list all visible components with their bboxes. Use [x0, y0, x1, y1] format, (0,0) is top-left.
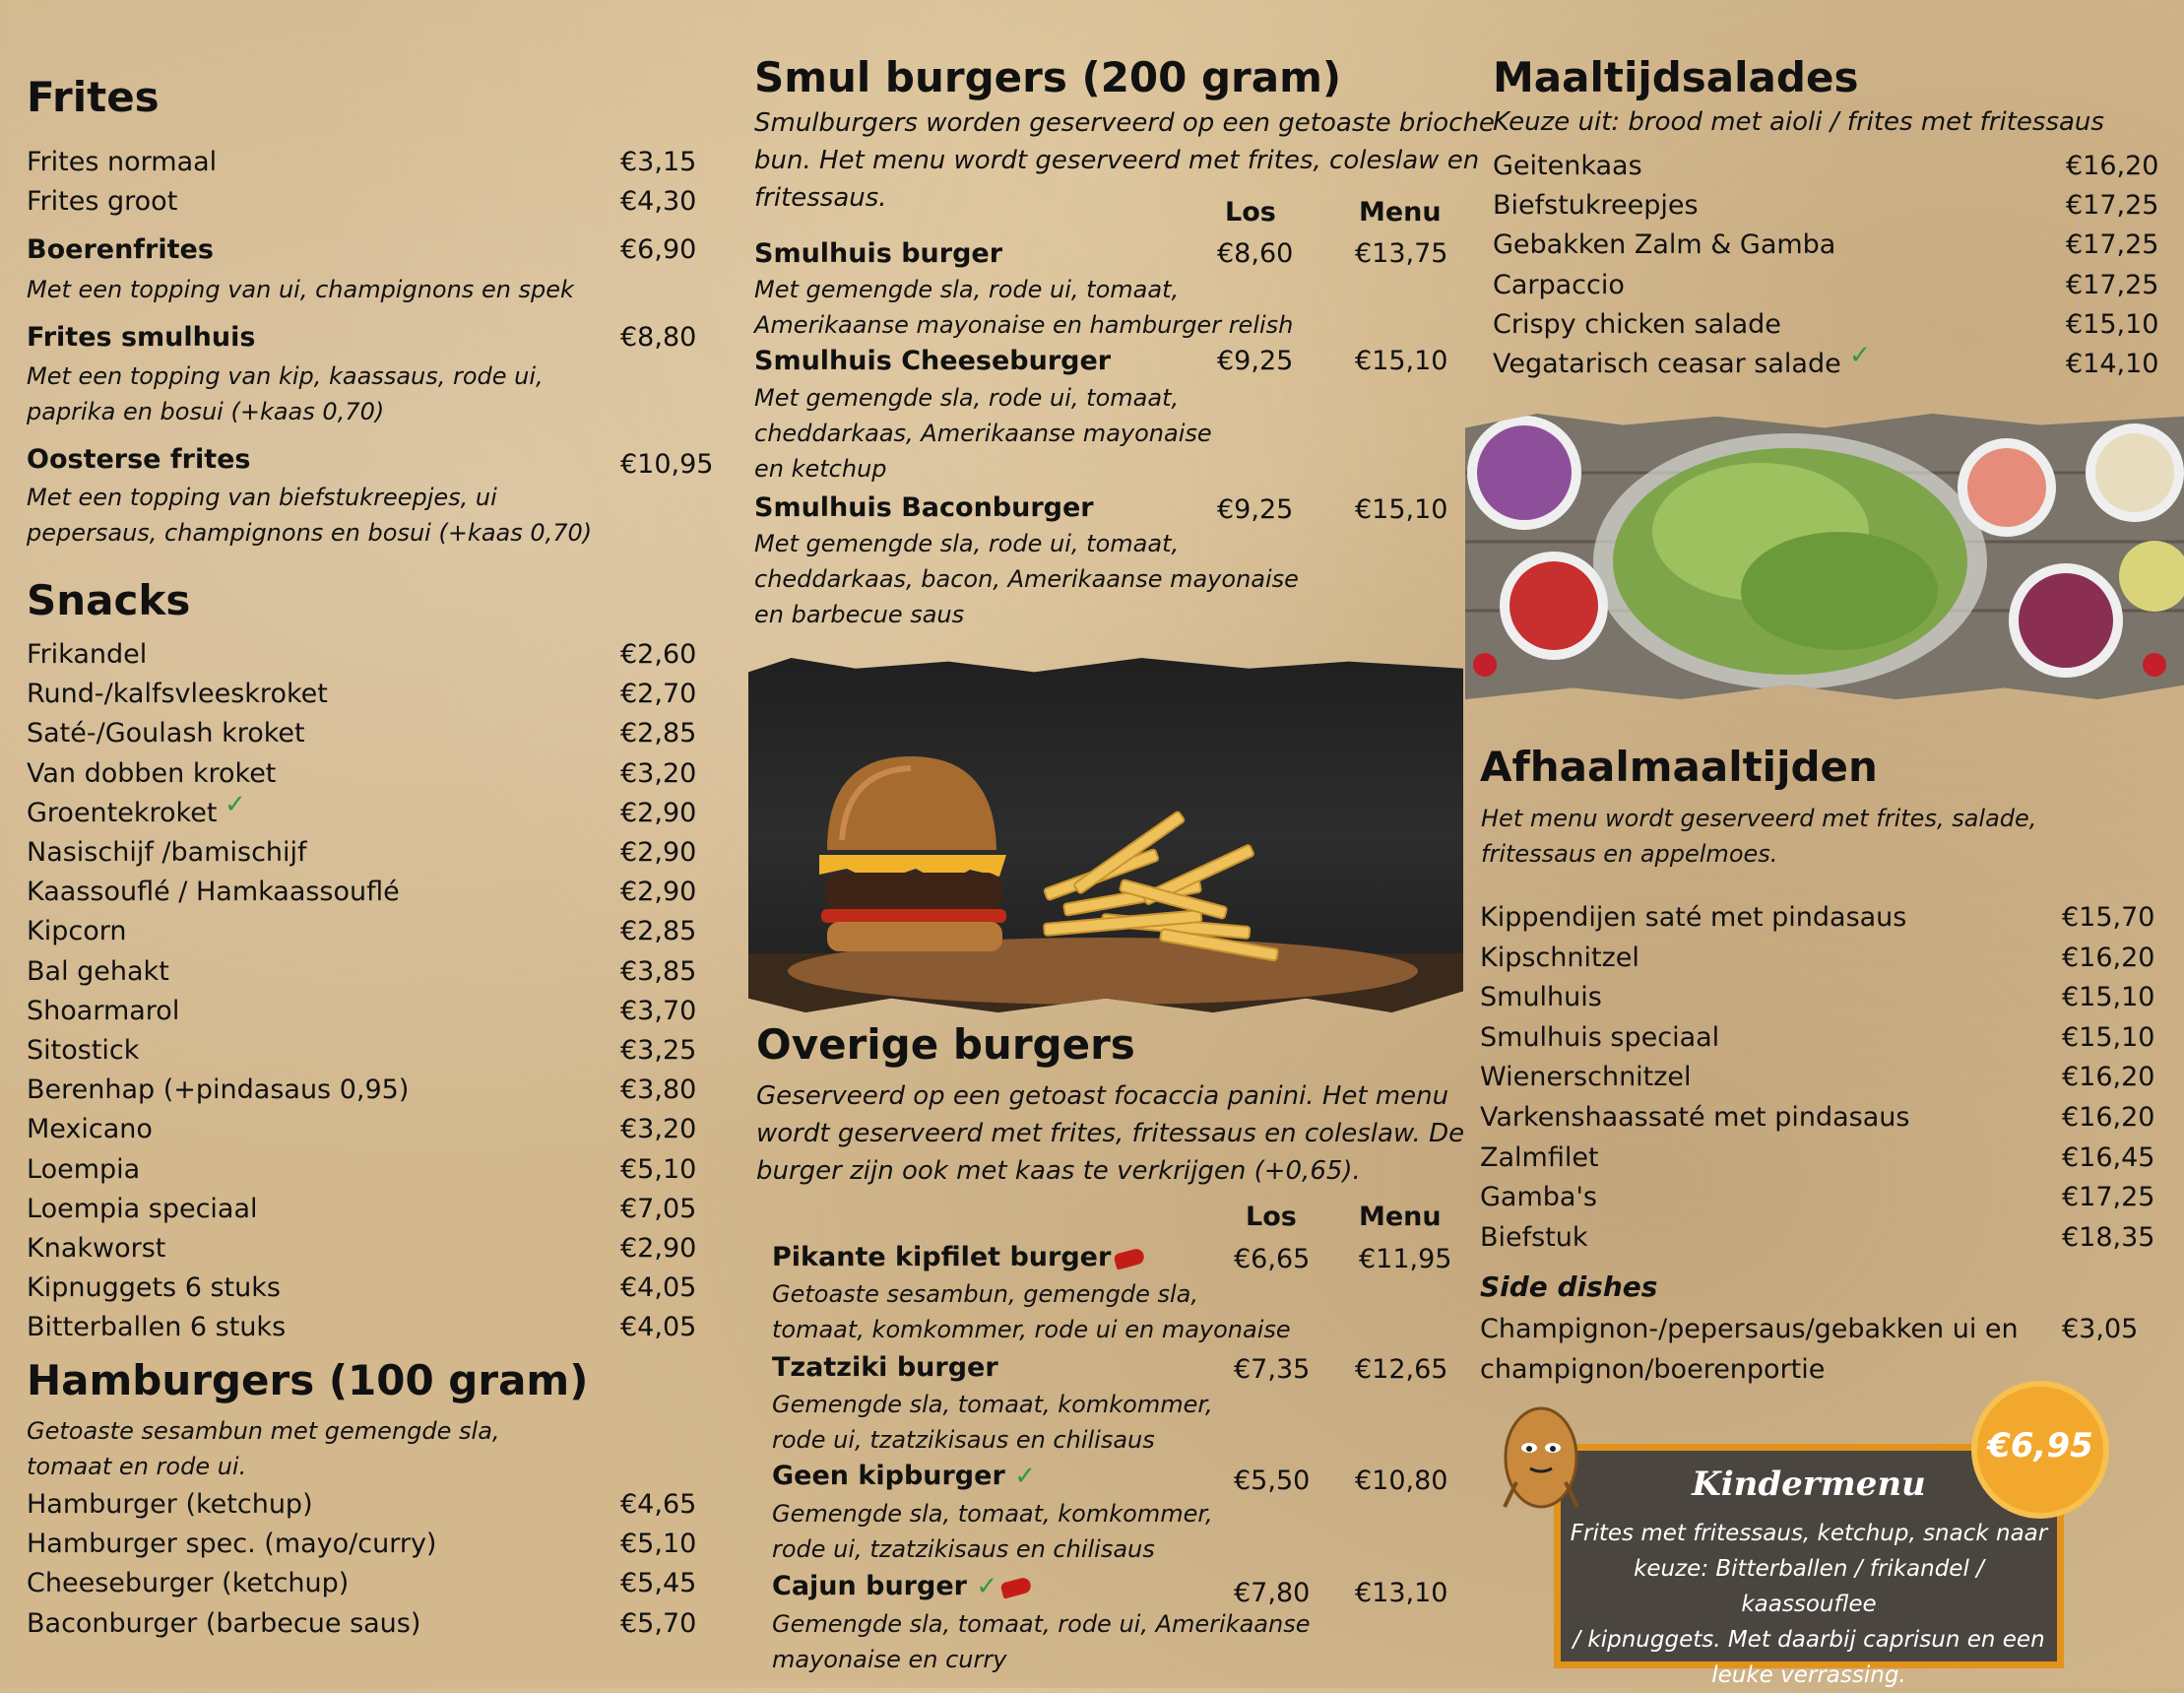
menu-item: Oosterse frites [27, 444, 251, 475]
item-name: Baconburger (barbecue saus) [27, 1607, 421, 1639]
menu-row [1493, 147, 2162, 186]
price: €15,10 [2062, 1021, 2155, 1053]
item-description: Met gemengde sla, rode ui, tomaat, [754, 384, 1180, 412]
price-los: €8,60 [1217, 238, 1294, 269]
item-name: Kaassouflé / Hamkaassouflé [27, 877, 400, 908]
item-name: Saté-/Goulash kroket [27, 718, 305, 749]
item-name: Rund-/kalfsvleeskroket [27, 679, 328, 710]
item-name: Hamburger spec. (mayo/curry) [27, 1529, 437, 1560]
section-intro: Het menu wordt geserveerd met frites, salade, [1481, 805, 2037, 832]
menu-row [0, 1031, 748, 1071]
smul-burgers-title: Smul burgers (200 gram) [754, 53, 1342, 101]
side-dishes-price: €3,05 [2062, 1314, 2139, 1344]
menu-row [1480, 898, 2159, 939]
menu-item: Frites smulhuis [27, 322, 256, 353]
price: €16,20 [2062, 1102, 2155, 1133]
price: €16,20 [2066, 151, 2159, 181]
price-los: €7,80 [1234, 1578, 1311, 1608]
item-description: Amerikaanse mayonaise en hamburger relish [754, 311, 1294, 339]
item-name: Biefstuk [1480, 1221, 1588, 1253]
item-name: Hamburger (ketchup) [27, 1489, 313, 1520]
menu-item [772, 1457, 1036, 1496]
menu-row [0, 952, 748, 992]
menu-item: Frites normaal [27, 147, 218, 177]
section-intro: wordt geserveerd met frites, fritessaus en coleslaw. De [756, 1119, 1465, 1148]
item-name: Kipcorn [27, 916, 127, 947]
menu-row [0, 1190, 748, 1229]
menu-row [0, 1485, 748, 1525]
price-badge [1977, 1387, 2103, 1513]
price-menu: €10,80 [1355, 1465, 1448, 1496]
item-name: Cheeseburger (ketchup) [27, 1568, 350, 1599]
menu-row [1493, 266, 2162, 305]
price-los: €9,25 [1217, 494, 1294, 525]
kindermenu-line: Frites met fritessaus, ketchup, snack naar [1570, 1521, 2048, 1546]
price: €4,05 [620, 1312, 697, 1343]
price-los: €7,35 [1234, 1354, 1311, 1385]
section-intro: burger zijn ook met kaas te verkrijgen (+0,65). [756, 1156, 1361, 1186]
price: €3,85 [620, 955, 697, 987]
side-dishes-text: champignon/boerenportie [1480, 1354, 1826, 1385]
burger-illustration [748, 658, 1463, 1012]
menu-row [1480, 1098, 2159, 1139]
menu-row [0, 635, 748, 675]
price: €7,05 [620, 1193, 697, 1224]
hamburgers-title: Hamburgers (100 gram) [27, 1356, 589, 1404]
item-name: Groentekroket [27, 797, 218, 828]
price-menu: €12,65 [1355, 1354, 1448, 1385]
price-los: €9,25 [1217, 346, 1294, 376]
menu-item [772, 1238, 1144, 1277]
menu-row [0, 789, 748, 833]
price-menu: €15,10 [1355, 346, 1448, 376]
price: €2,90 [620, 1233, 697, 1264]
menu-row [1480, 1058, 2159, 1098]
price-menu: €13,75 [1355, 238, 1448, 269]
maaltijdsalades-title: Maaltijdsalades [1493, 53, 1859, 101]
price: €2,70 [620, 679, 697, 710]
side-dishes-title: Side dishes [1480, 1270, 1658, 1303]
price: €17,25 [2066, 229, 2159, 261]
section-intro: Keuze uit: brood met aioli / frites met fritessaus [1493, 107, 2104, 137]
kindermenu-title: Kindermenu [1692, 1465, 1926, 1504]
section-intro: fritessaus en appelmoes. [1481, 840, 1778, 868]
price: €17,25 [2066, 190, 2159, 222]
item-name: Berenhap (+pindasaus 0,95) [27, 1074, 410, 1106]
menu-item: Smulhuis burger [754, 238, 1003, 269]
menu-row [0, 1564, 748, 1603]
item-name: Vegatarisch ceasar salade [1493, 349, 1841, 379]
menu-row [1493, 341, 2162, 384]
section-intro: tomaat en rode ui. [27, 1453, 247, 1480]
section-intro: Smulburgers worden geserveerd op een getoaste brioche [754, 108, 1495, 138]
item-name: Bal gehakt [27, 955, 169, 987]
item-name: Van dobben kroket [27, 757, 277, 789]
item-description: rode ui, tzatzikisaus en chilisaus [772, 1535, 1155, 1563]
snacks-title: Snacks [27, 576, 191, 624]
item-description: cheddarkaas, Amerikaanse mayonaise [754, 420, 1212, 447]
price: €18,35 [2062, 1221, 2155, 1253]
price: €16,20 [2062, 942, 2155, 973]
item-name: Kippendijen saté met pindasaus [1480, 902, 1907, 933]
checkmark-icon: ✓ [1849, 341, 1871, 370]
item-name: Varkenshaassaté met pindasaus [1480, 1102, 1910, 1133]
menu-row [1480, 1139, 2159, 1179]
price: €15,70 [2062, 902, 2155, 933]
menu-row [0, 1071, 748, 1110]
price: €2,85 [620, 916, 697, 947]
price-los: €5,50 [1234, 1465, 1311, 1496]
item-name: Loempia speciaal [27, 1193, 258, 1224]
menu-row [0, 992, 748, 1031]
item-description: pepersaus, champignons en bosui (+kaas 0,70) [27, 519, 593, 547]
price: €5,10 [620, 1529, 697, 1560]
menu-item: Tzatziki burger [772, 1352, 998, 1383]
column-header-los: Los [1246, 1202, 1297, 1232]
section-intro: bun. Het menu wordt geserveerd met frites, coleslaw en [754, 146, 1480, 175]
item-description: Met gemengde sla, rode ui, tomaat, [754, 276, 1180, 303]
item-description: cheddarkaas, bacon, Amerikaanse mayonaise [754, 565, 1299, 593]
item-name: Biefstukreepjes [1493, 190, 1699, 222]
price: €3,70 [620, 995, 697, 1026]
item-description: Met een topping van ui, champignons en spek [27, 276, 574, 303]
price: €4,30 [620, 186, 697, 217]
column-header-los: Los [1225, 197, 1276, 228]
price-menu: €13,10 [1355, 1578, 1448, 1608]
item-name: Nasischijf /bamischijf [27, 837, 307, 868]
item-name: Kipnuggets 6 stuks [27, 1272, 281, 1304]
item-name: Kipschnitzel [1480, 942, 1639, 973]
item-name: Smulhuis speciaal [1480, 1021, 1720, 1053]
price: €5,45 [620, 1568, 697, 1599]
item-name: Sitostick [27, 1035, 140, 1066]
item-name: Cajun burger [772, 1571, 967, 1601]
item-description: Gemengde sla, tomaat, komkommer, [772, 1500, 1213, 1528]
menu-row [1493, 226, 2162, 265]
price: €16,20 [2062, 1062, 2155, 1093]
menu-row [1480, 978, 2159, 1018]
kindermenu-line: keuze: Bitterballen / frikandel / kaassouflee [1634, 1556, 1984, 1617]
menu-row [1493, 305, 2162, 345]
item-name: Wienerschnitzel [1480, 1062, 1692, 1093]
item-description: rode ui, tzatzikisaus en chilisaus [772, 1426, 1155, 1454]
price: €3,20 [620, 757, 697, 789]
price: €2,90 [620, 877, 697, 908]
salad-illustration [1465, 414, 2184, 699]
price: €5,10 [620, 1153, 697, 1185]
menu-row [0, 873, 748, 912]
item-description: mayonaise en curry [772, 1646, 1007, 1673]
section-intro: fritessaus. [754, 183, 887, 213]
item-name: Loempia [27, 1153, 141, 1185]
menu-row [0, 912, 748, 951]
menu-item: Boerenfrites [27, 234, 214, 265]
price: €3,20 [620, 1114, 697, 1145]
item-description: Getoaste sesambun, gemengde sla, [772, 1280, 1198, 1308]
item-name: Zalmfilet [1480, 1141, 1599, 1173]
checkmark-icon: ✓ [976, 1572, 998, 1601]
menu-row [1493, 186, 2162, 226]
price: €2,90 [620, 837, 697, 868]
price: €5,70 [620, 1607, 697, 1639]
price: €8,80 [620, 322, 697, 353]
price: €14,10 [2066, 349, 2159, 379]
potato-mascot-icon [1497, 1403, 1585, 1526]
menu-item [772, 1567, 1031, 1606]
menu-row [0, 1110, 748, 1149]
menu-row [1480, 1018, 2159, 1059]
chili-icon [1000, 1576, 1033, 1598]
price: €2,90 [620, 797, 697, 828]
kindermenu-price: €6,95 [1987, 1426, 2093, 1465]
item-description: paprika en bosui (+kaas 0,70) [27, 398, 385, 425]
item-description: en ketchup [754, 455, 887, 483]
menu-row [0, 1229, 748, 1269]
item-name: Knakworst [27, 1233, 166, 1264]
menu-row [1480, 1178, 2159, 1218]
column-header-menu: Menu [1359, 197, 1442, 228]
checkmark-icon: ✓ [1014, 1462, 1036, 1491]
item-description: Gemengde sla, tomaat, komkommer, [772, 1391, 1213, 1418]
item-name: Bitterballen 6 stuks [27, 1312, 287, 1343]
item-name: Carpaccio [1493, 269, 1625, 300]
item-name: Geitenkaas [1493, 151, 1642, 181]
menu-row [1480, 939, 2159, 979]
menu-row [0, 754, 748, 794]
price: €15,10 [2062, 982, 2155, 1013]
item-name: Crispy chicken salade [1493, 308, 1781, 340]
price: €3,80 [620, 1074, 697, 1106]
side-dishes-text: Champignon-/pepersaus/gebakken ui en [1480, 1314, 2019, 1344]
burger-photo [748, 658, 1463, 1012]
price: €6,90 [620, 234, 697, 265]
kindermenu-line: / kipnuggets. Met daarbij caprisun en een [1573, 1627, 2045, 1653]
price: €16,45 [2062, 1141, 2155, 1173]
price: €4,65 [620, 1489, 697, 1520]
item-description: Met een topping van biefstukreepjes, ui [27, 484, 497, 511]
item-name: Gamba's [1480, 1182, 1597, 1213]
price: €4,05 [620, 1272, 697, 1304]
price-menu: €11,95 [1359, 1244, 1452, 1274]
kindermenu-text [1569, 1516, 2049, 1693]
kindermenu-line: leuke verrassing. [1711, 1662, 1906, 1688]
menu-row [0, 1525, 748, 1564]
menu-item: Frites groot [27, 186, 178, 217]
price: €3,25 [620, 1035, 697, 1066]
menu-item: Smulhuis Baconburger [754, 492, 1094, 523]
item-name: Smulhuis [1480, 982, 1602, 1013]
price: €2,60 [620, 639, 697, 670]
menu-row [0, 833, 748, 873]
price: €15,10 [2066, 308, 2159, 340]
frites-title: Frites [27, 73, 160, 121]
checkmark-icon: ✓ [225, 789, 246, 819]
overige-burgers-title: Overige burgers [756, 1020, 1135, 1069]
item-description: Met gemengde sla, rode ui, tomaat, [754, 530, 1180, 557]
item-description: Met een topping van kip, kaassaus, rode ui, [27, 362, 544, 390]
item-name: Shoarmarol [27, 995, 180, 1026]
item-name: Mexicano [27, 1114, 153, 1145]
price-los: €6,65 [1234, 1244, 1311, 1274]
menu-row [0, 1308, 748, 1347]
item-description: tomaat, komkommer, rode ui en mayonaise [772, 1316, 1291, 1343]
price: €10,95 [620, 449, 714, 480]
item-name: Frikandel [27, 639, 148, 670]
menu-row [0, 714, 748, 753]
price: €3,15 [620, 147, 697, 177]
item-description: en barbecue saus [754, 601, 965, 628]
price: €2,85 [620, 718, 697, 749]
item-name: Gebakken Zalm & Gamba [1493, 229, 1836, 261]
salad-photo [1465, 414, 2184, 699]
afhaalmaaltijden-title: Afhaalmaaltijden [1480, 743, 1878, 791]
item-description: Gemengde sla, tomaat, rode ui, Amerikaanse [772, 1610, 1311, 1638]
item-name: Geen kipburger [772, 1461, 1005, 1491]
chili-icon [1114, 1247, 1146, 1270]
menu-row [0, 1150, 748, 1190]
menu-row [0, 675, 748, 714]
menu-item: Smulhuis Cheeseburger [754, 346, 1112, 376]
item-name: Pikante kipfilet burger [772, 1242, 1112, 1272]
price: €17,25 [2066, 269, 2159, 300]
price: €17,25 [2062, 1182, 2155, 1213]
column-header-menu: Menu [1359, 1202, 1442, 1232]
section-intro: Geserveerd op een getoast focaccia panini. Het menu [756, 1081, 1449, 1111]
menu-row [0, 1269, 748, 1308]
menu-row [0, 1604, 748, 1644]
section-intro: Getoaste sesambun met gemengde sla, [27, 1417, 500, 1445]
price-menu: €15,10 [1355, 494, 1448, 525]
menu-row [1480, 1218, 2159, 1259]
